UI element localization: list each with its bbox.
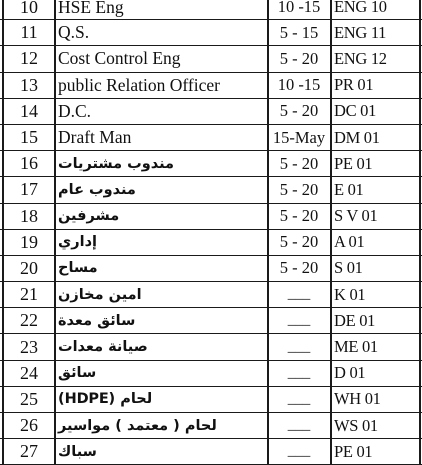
column-divider xyxy=(54,439,56,464)
job-code: S 01 xyxy=(334,258,363,278)
table-row xyxy=(0,46,422,72)
column-divider xyxy=(54,413,56,438)
column-divider xyxy=(54,282,56,307)
column-divider xyxy=(54,387,56,412)
table-row xyxy=(0,361,422,387)
table-row xyxy=(0,151,422,177)
range-value: ___ xyxy=(287,312,311,329)
table-row xyxy=(0,334,422,360)
job-title: مساح xyxy=(58,260,98,277)
column-divider xyxy=(330,0,332,19)
column-divider xyxy=(330,308,332,333)
table-row xyxy=(0,0,422,20)
column-divider xyxy=(330,46,332,71)
job-code: ENG 10 xyxy=(334,0,387,17)
table-row xyxy=(0,73,422,99)
job-code: ENG 12 xyxy=(334,48,387,68)
range-value: 10 -15 xyxy=(277,75,321,95)
job-title: إداري xyxy=(58,234,98,251)
column-divider xyxy=(330,99,332,124)
job-title: امين مخازن xyxy=(58,286,142,303)
row-number: 23 xyxy=(20,336,38,357)
table-row xyxy=(0,177,422,203)
row-number: 14 xyxy=(20,100,38,121)
column-divider xyxy=(54,256,56,281)
range-value: 15-May xyxy=(272,127,326,147)
column-divider xyxy=(54,0,56,19)
column-divider xyxy=(330,125,332,150)
job-code: A 01 xyxy=(334,232,365,252)
job-code: DE 01 xyxy=(334,310,376,330)
row-number: 24 xyxy=(20,362,38,383)
row-number: 18 xyxy=(20,205,38,226)
row-number: 27 xyxy=(20,441,38,462)
job-code: K 01 xyxy=(334,284,366,304)
row-number: 10 xyxy=(20,0,38,17)
table-row xyxy=(0,20,422,46)
job-title: Draft Man xyxy=(58,127,132,148)
row-number: 15 xyxy=(20,127,38,148)
column-divider xyxy=(330,73,332,98)
job-code: PE 01 xyxy=(334,441,373,461)
job-title: مشرفين xyxy=(58,208,120,225)
column-divider xyxy=(330,256,332,281)
column-divider xyxy=(330,177,332,202)
range-value: 5 - 20 xyxy=(279,101,319,121)
job-code: ME 01 xyxy=(334,337,378,357)
job-code: WS 01 xyxy=(334,415,378,435)
job-title: سباك xyxy=(58,443,97,460)
table-row xyxy=(0,308,422,334)
row-number: 19 xyxy=(20,231,38,252)
table-row xyxy=(0,99,422,125)
table-row xyxy=(0,282,422,308)
job-title: لحام ( معتمد ) مواسير xyxy=(58,417,217,434)
job-code: WH 01 xyxy=(334,389,381,409)
job-code: PR 01 xyxy=(334,75,374,95)
job-code: DM 01 xyxy=(334,127,380,147)
job-title: سائق معدة xyxy=(58,312,136,329)
range-value: ___ xyxy=(287,286,311,303)
job-title: مندوب مشتريات xyxy=(58,155,175,172)
range-value: ___ xyxy=(287,443,311,460)
column-divider xyxy=(330,20,332,45)
column-divider xyxy=(54,361,56,386)
row-number: 20 xyxy=(20,257,38,278)
row-number: 22 xyxy=(20,310,38,331)
column-divider xyxy=(54,177,56,202)
range-value: 5 - 20 xyxy=(279,258,319,278)
job-code: ENG 11 xyxy=(334,22,387,42)
table-row xyxy=(0,256,422,282)
range-value: 10 -15 xyxy=(277,0,321,17)
column-divider xyxy=(54,308,56,333)
range-value: ___ xyxy=(287,364,311,381)
job-code: PE 01 xyxy=(334,153,373,173)
range-value: 5 - 15 xyxy=(279,22,319,42)
range-value: 5 - 20 xyxy=(279,153,319,173)
column-divider xyxy=(330,282,332,307)
column-divider xyxy=(330,439,332,464)
column-divider xyxy=(54,20,56,45)
column-divider xyxy=(330,387,332,412)
column-divider xyxy=(54,151,56,176)
column-divider xyxy=(330,151,332,176)
job-title: HSE Eng xyxy=(58,0,124,17)
row-number: 25 xyxy=(20,388,38,409)
job-title: public Relation Officer xyxy=(58,74,220,95)
column-divider xyxy=(54,46,56,71)
job-title: Cost Control Eng xyxy=(58,48,181,69)
table-row xyxy=(0,125,422,151)
column-divider xyxy=(330,361,332,386)
job-title: Q.S. xyxy=(58,22,90,43)
job-code: S V 01 xyxy=(334,206,378,226)
range-value: ___ xyxy=(287,417,311,434)
table-row xyxy=(0,387,422,413)
job-title: لحام (HDPE) xyxy=(58,391,153,408)
range-value: 5 - 20 xyxy=(279,48,319,68)
column-divider xyxy=(330,230,332,255)
table-row xyxy=(0,230,422,256)
row-number: 26 xyxy=(20,415,38,436)
job-title: مندوب عام xyxy=(58,181,136,198)
range-value: ___ xyxy=(287,338,311,355)
column-divider xyxy=(330,413,332,438)
range-value: 5 - 20 xyxy=(279,206,319,226)
row-number: 12 xyxy=(20,48,38,69)
job-code: E 01 xyxy=(334,179,364,199)
row-number: 11 xyxy=(20,22,38,43)
job-code: DC 01 xyxy=(334,101,377,121)
table-row xyxy=(0,204,422,230)
range-value: 5 - 20 xyxy=(279,179,319,199)
column-divider xyxy=(54,204,56,229)
column-divider xyxy=(54,73,56,98)
column-divider xyxy=(54,334,56,359)
job-title: سائق xyxy=(58,365,97,382)
column-divider xyxy=(54,125,56,150)
job-code: D 01 xyxy=(334,363,366,383)
table-row xyxy=(0,439,422,465)
job-title: صيانة معدات xyxy=(58,339,148,356)
table-row xyxy=(0,413,422,439)
column-divider xyxy=(330,204,332,229)
row-number: 21 xyxy=(20,284,38,305)
column-divider xyxy=(330,334,332,359)
range-value: ___ xyxy=(287,390,311,407)
range-value: 5 - 20 xyxy=(279,232,319,252)
column-divider xyxy=(54,99,56,124)
column-divider xyxy=(54,230,56,255)
row-number: 13 xyxy=(20,74,38,95)
row-number: 17 xyxy=(20,179,38,200)
job-title: D.C. xyxy=(58,100,92,121)
row-number: 16 xyxy=(20,153,38,174)
